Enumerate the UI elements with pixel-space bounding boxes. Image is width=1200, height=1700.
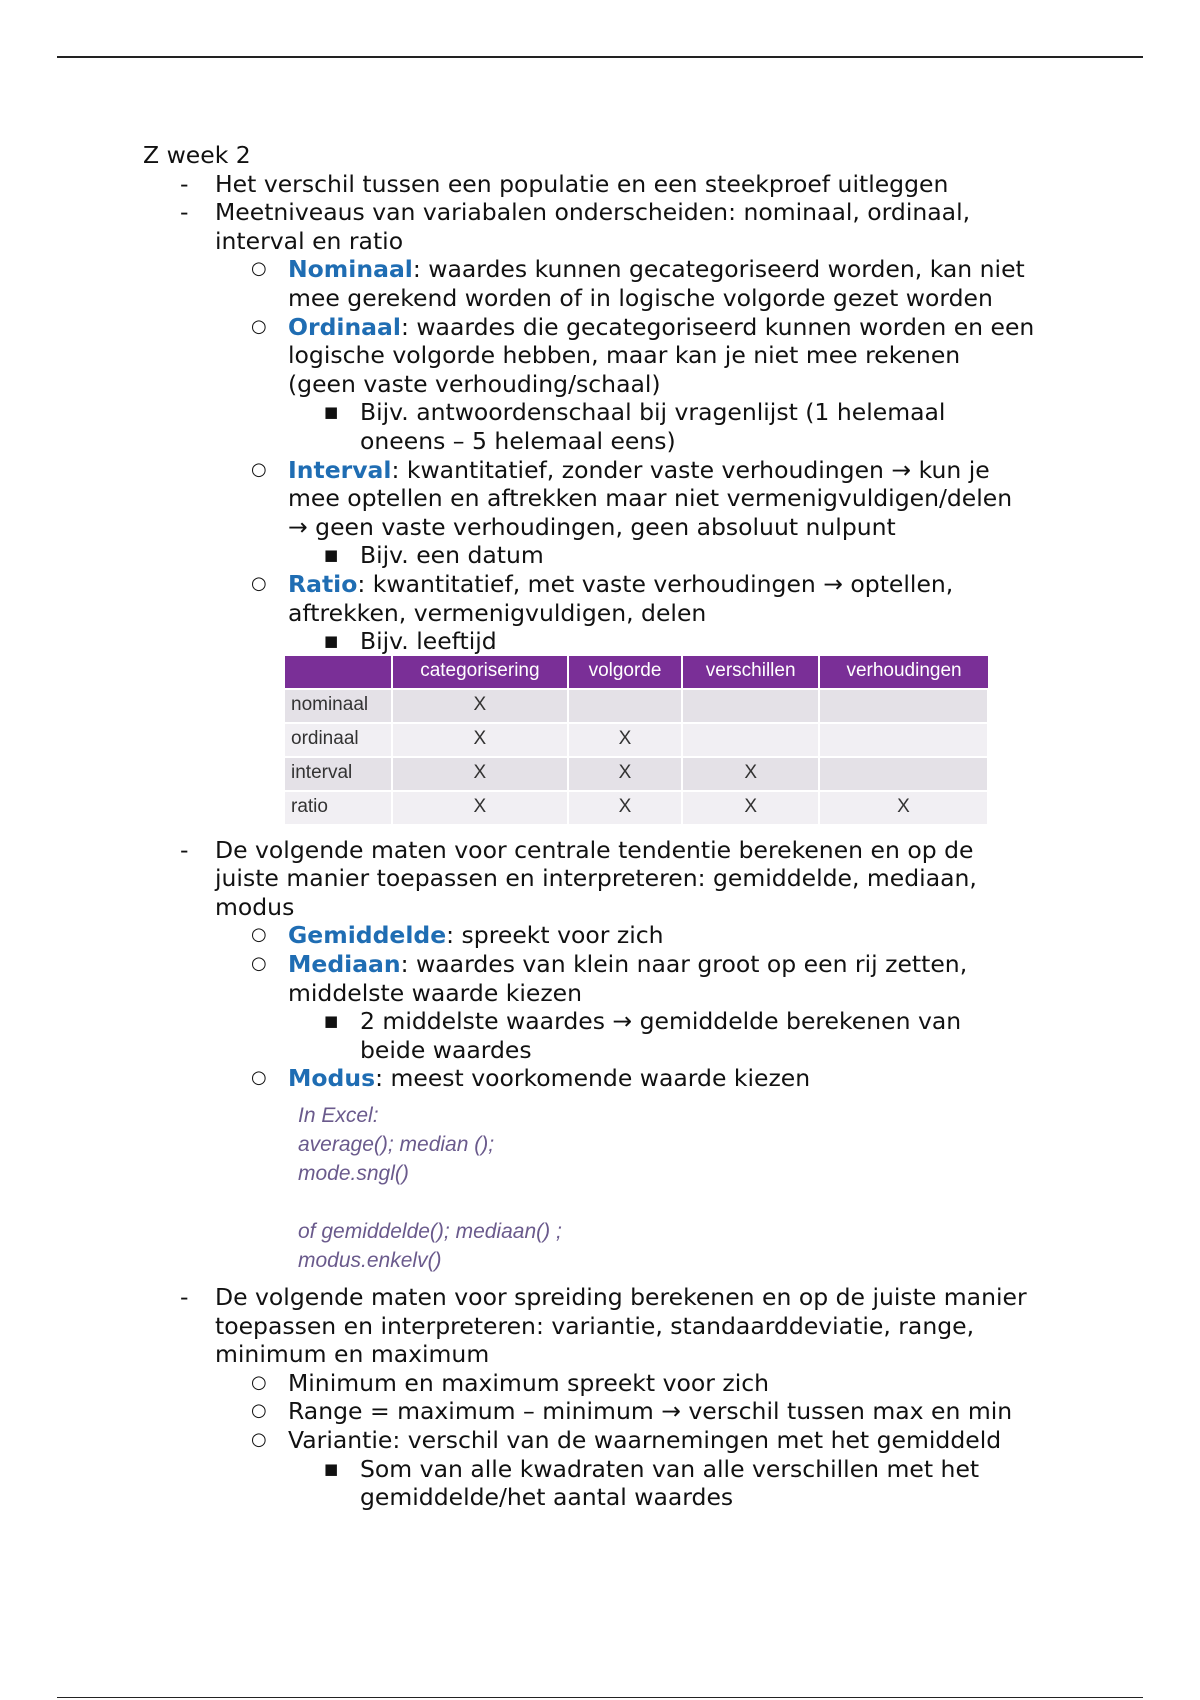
term-gemiddelde: Gemiddelde bbox=[288, 921, 447, 950]
list-item-text: De volgende maten voor centrale tendentie berekenen en op de bbox=[215, 835, 974, 864]
table-row bbox=[285, 757, 988, 791]
example-text: beide waardes bbox=[360, 1035, 532, 1064]
square-bullet-icon: ■ bbox=[324, 632, 339, 651]
table-row bbox=[285, 723, 988, 757]
dash-bullet: - bbox=[180, 835, 189, 864]
table-cell: X bbox=[392, 689, 568, 723]
list-item-text: minimum en maximum bbox=[215, 1340, 490, 1369]
definition-text: : waardes die gecategoriseerd kunnen worden en een bbox=[400, 312, 1035, 341]
dash-bullet: - bbox=[180, 198, 189, 227]
footer-rule bbox=[57, 1697, 1143, 1698]
table-header-cell: verschillen bbox=[682, 656, 819, 689]
table-header-row bbox=[285, 656, 988, 689]
excel-line: modus.enkelv() bbox=[298, 1249, 442, 1273]
definition-text: mee optellen en aftrekken maar niet vermenigvuldigen/delen bbox=[288, 484, 1013, 513]
table-row bbox=[285, 689, 988, 723]
circle-bullet-icon: ○ bbox=[251, 572, 267, 594]
table-cell bbox=[819, 757, 988, 791]
example-text: Som van alle kwadraten van alle verschillen met het bbox=[360, 1454, 980, 1483]
table-cell: ordinaal bbox=[285, 723, 392, 757]
term-mediaan: Mediaan bbox=[288, 950, 401, 979]
list-item bbox=[143, 836, 1083, 922]
table-cell: nominaal bbox=[285, 689, 392, 723]
sub-item-ratio bbox=[143, 570, 1083, 627]
sub-item-mediaan bbox=[143, 950, 1083, 1007]
sub-item-variantie bbox=[143, 1426, 1083, 1455]
sub-item-nominaal bbox=[143, 255, 1083, 312]
sub-item-modus bbox=[143, 1064, 1083, 1093]
table-cell: X bbox=[682, 757, 819, 791]
definition-text: Variantie: verschil van de waarnemingen met het gemiddeld bbox=[288, 1426, 1002, 1454]
excel-spacer bbox=[298, 1188, 998, 1217]
list-item bbox=[143, 1283, 1083, 1369]
term-interval: Interval bbox=[288, 455, 392, 484]
table-cell bbox=[682, 689, 819, 723]
example-item bbox=[143, 627, 1083, 656]
example-item bbox=[143, 1455, 1083, 1512]
circle-bullet-icon: ○ bbox=[251, 458, 267, 480]
table-header-cell: categorisering bbox=[392, 656, 568, 689]
circle-bullet-icon: ○ bbox=[251, 1400, 267, 1422]
table-cell: X bbox=[682, 791, 819, 824]
definition-text: mee gerekend worden of in logische volgorde gezet worden bbox=[288, 283, 993, 312]
table-cell: X bbox=[392, 723, 568, 757]
list-item-text: De volgende maten voor spreiding berekenen en op de juiste manier bbox=[215, 1283, 1027, 1312]
example-text: gemiddelde/het aantal waardes bbox=[360, 1483, 734, 1512]
list-item bbox=[143, 170, 1083, 199]
excel-formulas-block bbox=[298, 1101, 998, 1275]
definition-text: middelste waarde kiezen bbox=[288, 978, 583, 1007]
table-cell: X bbox=[392, 757, 568, 791]
definition-text: : spreekt voor zich bbox=[446, 921, 664, 950]
list-item-text: modus bbox=[215, 892, 295, 921]
circle-bullet-icon: ○ bbox=[251, 1067, 267, 1089]
definition-text: : kwantitatief, zonder vaste verhoudingen → kun je bbox=[391, 455, 990, 484]
table-cell bbox=[682, 723, 819, 757]
list-item-text: toepassen en interpreteren: variantie, standaarddeviatie, range, bbox=[215, 1311, 975, 1340]
table-header-cell bbox=[285, 656, 392, 689]
circle-bullet-icon: ○ bbox=[251, 1429, 267, 1450]
measurement-levels-table bbox=[285, 656, 989, 824]
term-modus: Modus bbox=[288, 1064, 376, 1093]
measurement-levels-table-wrap bbox=[285, 656, 1083, 836]
term-ordinaal: Ordinaal bbox=[288, 312, 401, 341]
table-cell: ratio bbox=[285, 791, 392, 824]
term-nominaal: Nominaal bbox=[288, 255, 413, 284]
table-cell: interval bbox=[285, 757, 392, 791]
example-text: oneens – 5 helemaal eens) bbox=[360, 426, 676, 455]
excel-line: of gemiddelde(); mediaan() ; bbox=[298, 1220, 562, 1244]
table-cell: X bbox=[568, 757, 683, 791]
sub-item-range bbox=[143, 1397, 1083, 1426]
example-text: Bijv. leeftijd bbox=[360, 627, 497, 656]
excel-line: mode.sngl() bbox=[298, 1162, 409, 1186]
definition-text: logische volgorde hebben, maar kan je niet mee rekenen bbox=[288, 341, 961, 370]
definition-text: : kwantitatief, met vaste verhoudingen → optellen, bbox=[357, 569, 954, 598]
definition-text: : waardes van klein naar groot op een rij zetten, bbox=[400, 950, 968, 979]
page-title: Z week 2 bbox=[143, 141, 251, 169]
circle-bullet-icon: ○ bbox=[251, 315, 267, 337]
list-item-text: juiste manier toepassen en interpreteren: gemiddelde, mediaan, bbox=[215, 864, 977, 893]
square-bullet-icon: ■ bbox=[324, 546, 339, 565]
definition-text: : waardes kunnen gecategoriseerd worden, kan niet bbox=[412, 255, 1025, 284]
definition-text: : meest voorkomende waarde kiezen bbox=[375, 1064, 811, 1093]
sub-item-gemiddelde bbox=[143, 921, 1083, 950]
definition-text: Minimum en maximum spreekt voor zich bbox=[288, 1368, 770, 1397]
circle-bullet-icon: ○ bbox=[251, 258, 267, 280]
table-cell bbox=[819, 723, 988, 757]
definition-text: Range = maximum – minimum → verschil tussen max en min bbox=[288, 1397, 1013, 1426]
list-item-text: Meetniveaus van variabalen onderscheiden: nominaal, ordinaal, bbox=[215, 198, 971, 227]
list-item bbox=[143, 198, 1083, 255]
circle-bullet-icon: ○ bbox=[251, 1371, 267, 1393]
table-header-cell: volgorde bbox=[568, 656, 683, 689]
circle-bullet-icon: ○ bbox=[251, 924, 267, 946]
table-cell: X bbox=[568, 791, 683, 824]
excel-line: average(); median (); bbox=[298, 1133, 495, 1157]
example-text: Bijv. antwoordenschaal bij vragenlijst (1 helemaal bbox=[360, 398, 946, 427]
dash-bullet: - bbox=[180, 169, 189, 198]
example-text: Bijv. een datum bbox=[360, 541, 544, 570]
table-row bbox=[285, 791, 988, 824]
definition-text: (geen vaste verhouding/schaal) bbox=[288, 369, 661, 398]
table-cell: X bbox=[819, 791, 988, 824]
square-bullet-icon: ■ bbox=[324, 403, 339, 422]
table-cell bbox=[819, 689, 988, 723]
document-body bbox=[143, 141, 1083, 1512]
definition-text: aftrekken, vermenigvuldigen, delen bbox=[288, 598, 707, 627]
example-item bbox=[143, 541, 1083, 570]
table-cell: X bbox=[392, 791, 568, 824]
dash-bullet: - bbox=[180, 1283, 189, 1312]
table-cell: X bbox=[568, 723, 683, 757]
definition-text: → geen vaste verhoudingen, geen absoluut nulpunt bbox=[288, 512, 896, 541]
header-rule bbox=[57, 56, 1143, 58]
excel-line: In Excel: bbox=[298, 1104, 379, 1128]
square-bullet-icon: ■ bbox=[324, 1459, 339, 1478]
sub-item-ordinaal bbox=[143, 313, 1083, 399]
list-item-text: interval en ratio bbox=[215, 226, 404, 255]
table-header-cell: verhoudingen bbox=[819, 656, 988, 689]
example-item bbox=[143, 398, 1083, 455]
circle-bullet-icon: ○ bbox=[251, 953, 267, 975]
example-text: 2 middelste waardes → gemiddelde berekenen van bbox=[360, 1007, 962, 1036]
list-item-text: Het verschil tussen een populatie en een steekproef uitleggen bbox=[215, 169, 949, 198]
sub-item-minmax bbox=[143, 1369, 1083, 1398]
sub-item-interval bbox=[143, 456, 1083, 542]
term-ratio: Ratio bbox=[288, 569, 358, 598]
square-bullet-icon: ■ bbox=[324, 1012, 339, 1031]
table-cell bbox=[568, 689, 683, 723]
example-item bbox=[143, 1007, 1083, 1064]
